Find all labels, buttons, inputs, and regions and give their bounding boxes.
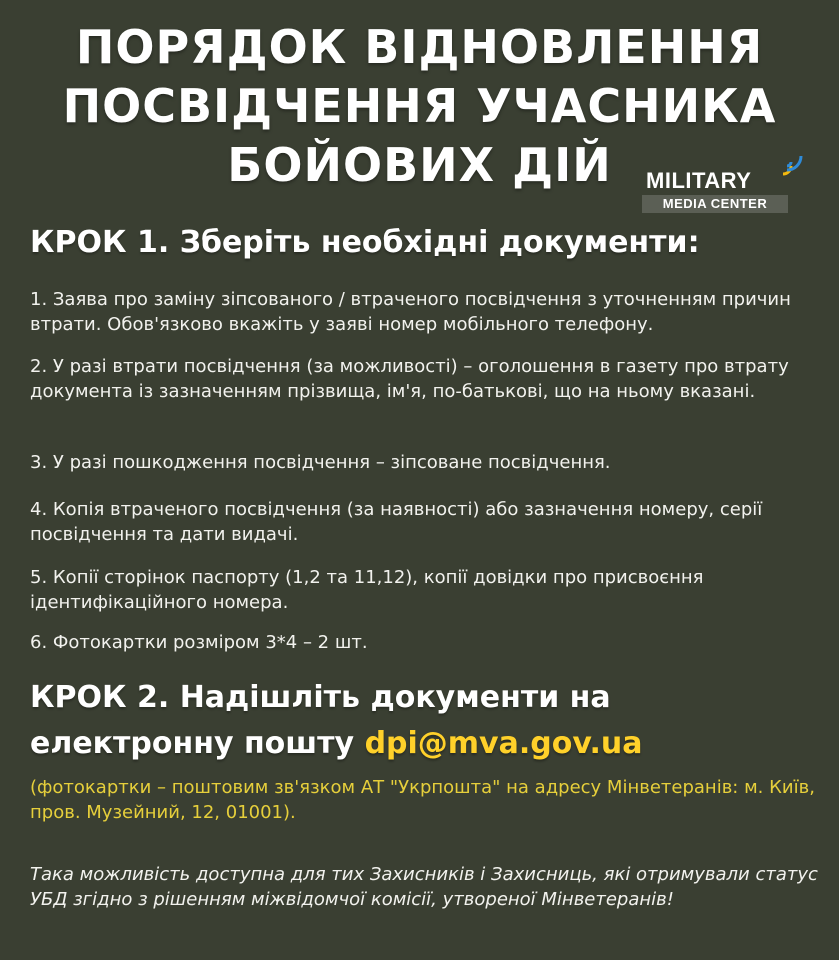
logo-text-media-center: MEDIA CENTER — [642, 195, 788, 213]
title-line-1: ПОРЯДОК ВІДНОВЛЕННЯ — [75, 20, 764, 74]
step1-item-5: 5. Копії сторінок паспорту (1,2 та 11,12), копії довідки про присвоєння ідентифікаційного номера. — [30, 567, 704, 613]
step1-item-1: 1. Заява про заміну зіпсованого / втраченого посвідчення з уточненням причин втрати. Обов'язково вкажіть у заяві номер мобільного телефону. — [30, 289, 791, 335]
email-link[interactable]: dpi@mva.gov.ua — [364, 726, 643, 761]
military-media-center-logo — [640, 148, 808, 218]
logo-text-military: MILITARY — [646, 168, 752, 193]
title-line-2: ПОСВІДЧЕННЯ УЧАСНИКА — [62, 79, 777, 133]
step1-item-3: 3. У разі пошкодження посвідчення – зіпсоване посвідчення. — [30, 452, 611, 473]
step1-heading: КРОК 1. Зберіть необхідні документи: — [30, 225, 700, 260]
step1-item-6: 6. Фотокартки розміром 3*4 – 2 шт. — [30, 632, 368, 653]
step1-item-2: 2. У разі втрати посвідчення (за можливості) – оголошення в газету про втрату документа із зазначенням прізвища, ім'я, по-батькові, що на ньому вказані. — [30, 356, 789, 402]
footnote: Така можливість доступна для тих Захисників і Захисниць, які отримували статус УБД згідно з рішенням міжвідомчої комісії, утвореної Мінветеранів! — [30, 864, 818, 910]
title-line-3: БОЙОВИХ ДІЙ — [227, 138, 612, 192]
signal-waves-icon — [780, 148, 810, 180]
step1-item-4: 4. Копія втраченого посвідчення (за наявності) або зазначення номеру, серії посвідчення та дати видачі. — [30, 499, 763, 545]
step2-heading-text: КРОК 2. Надішліть документи на електронну пошту — [30, 680, 611, 761]
step2-heading — [30, 675, 820, 767]
step2-note: (фотокартки – поштовим зв'язком АТ "Укрпошта" на адресу Мінветеранів: м. Київ, пров. Музейний, 12, 01001). — [30, 777, 815, 823]
